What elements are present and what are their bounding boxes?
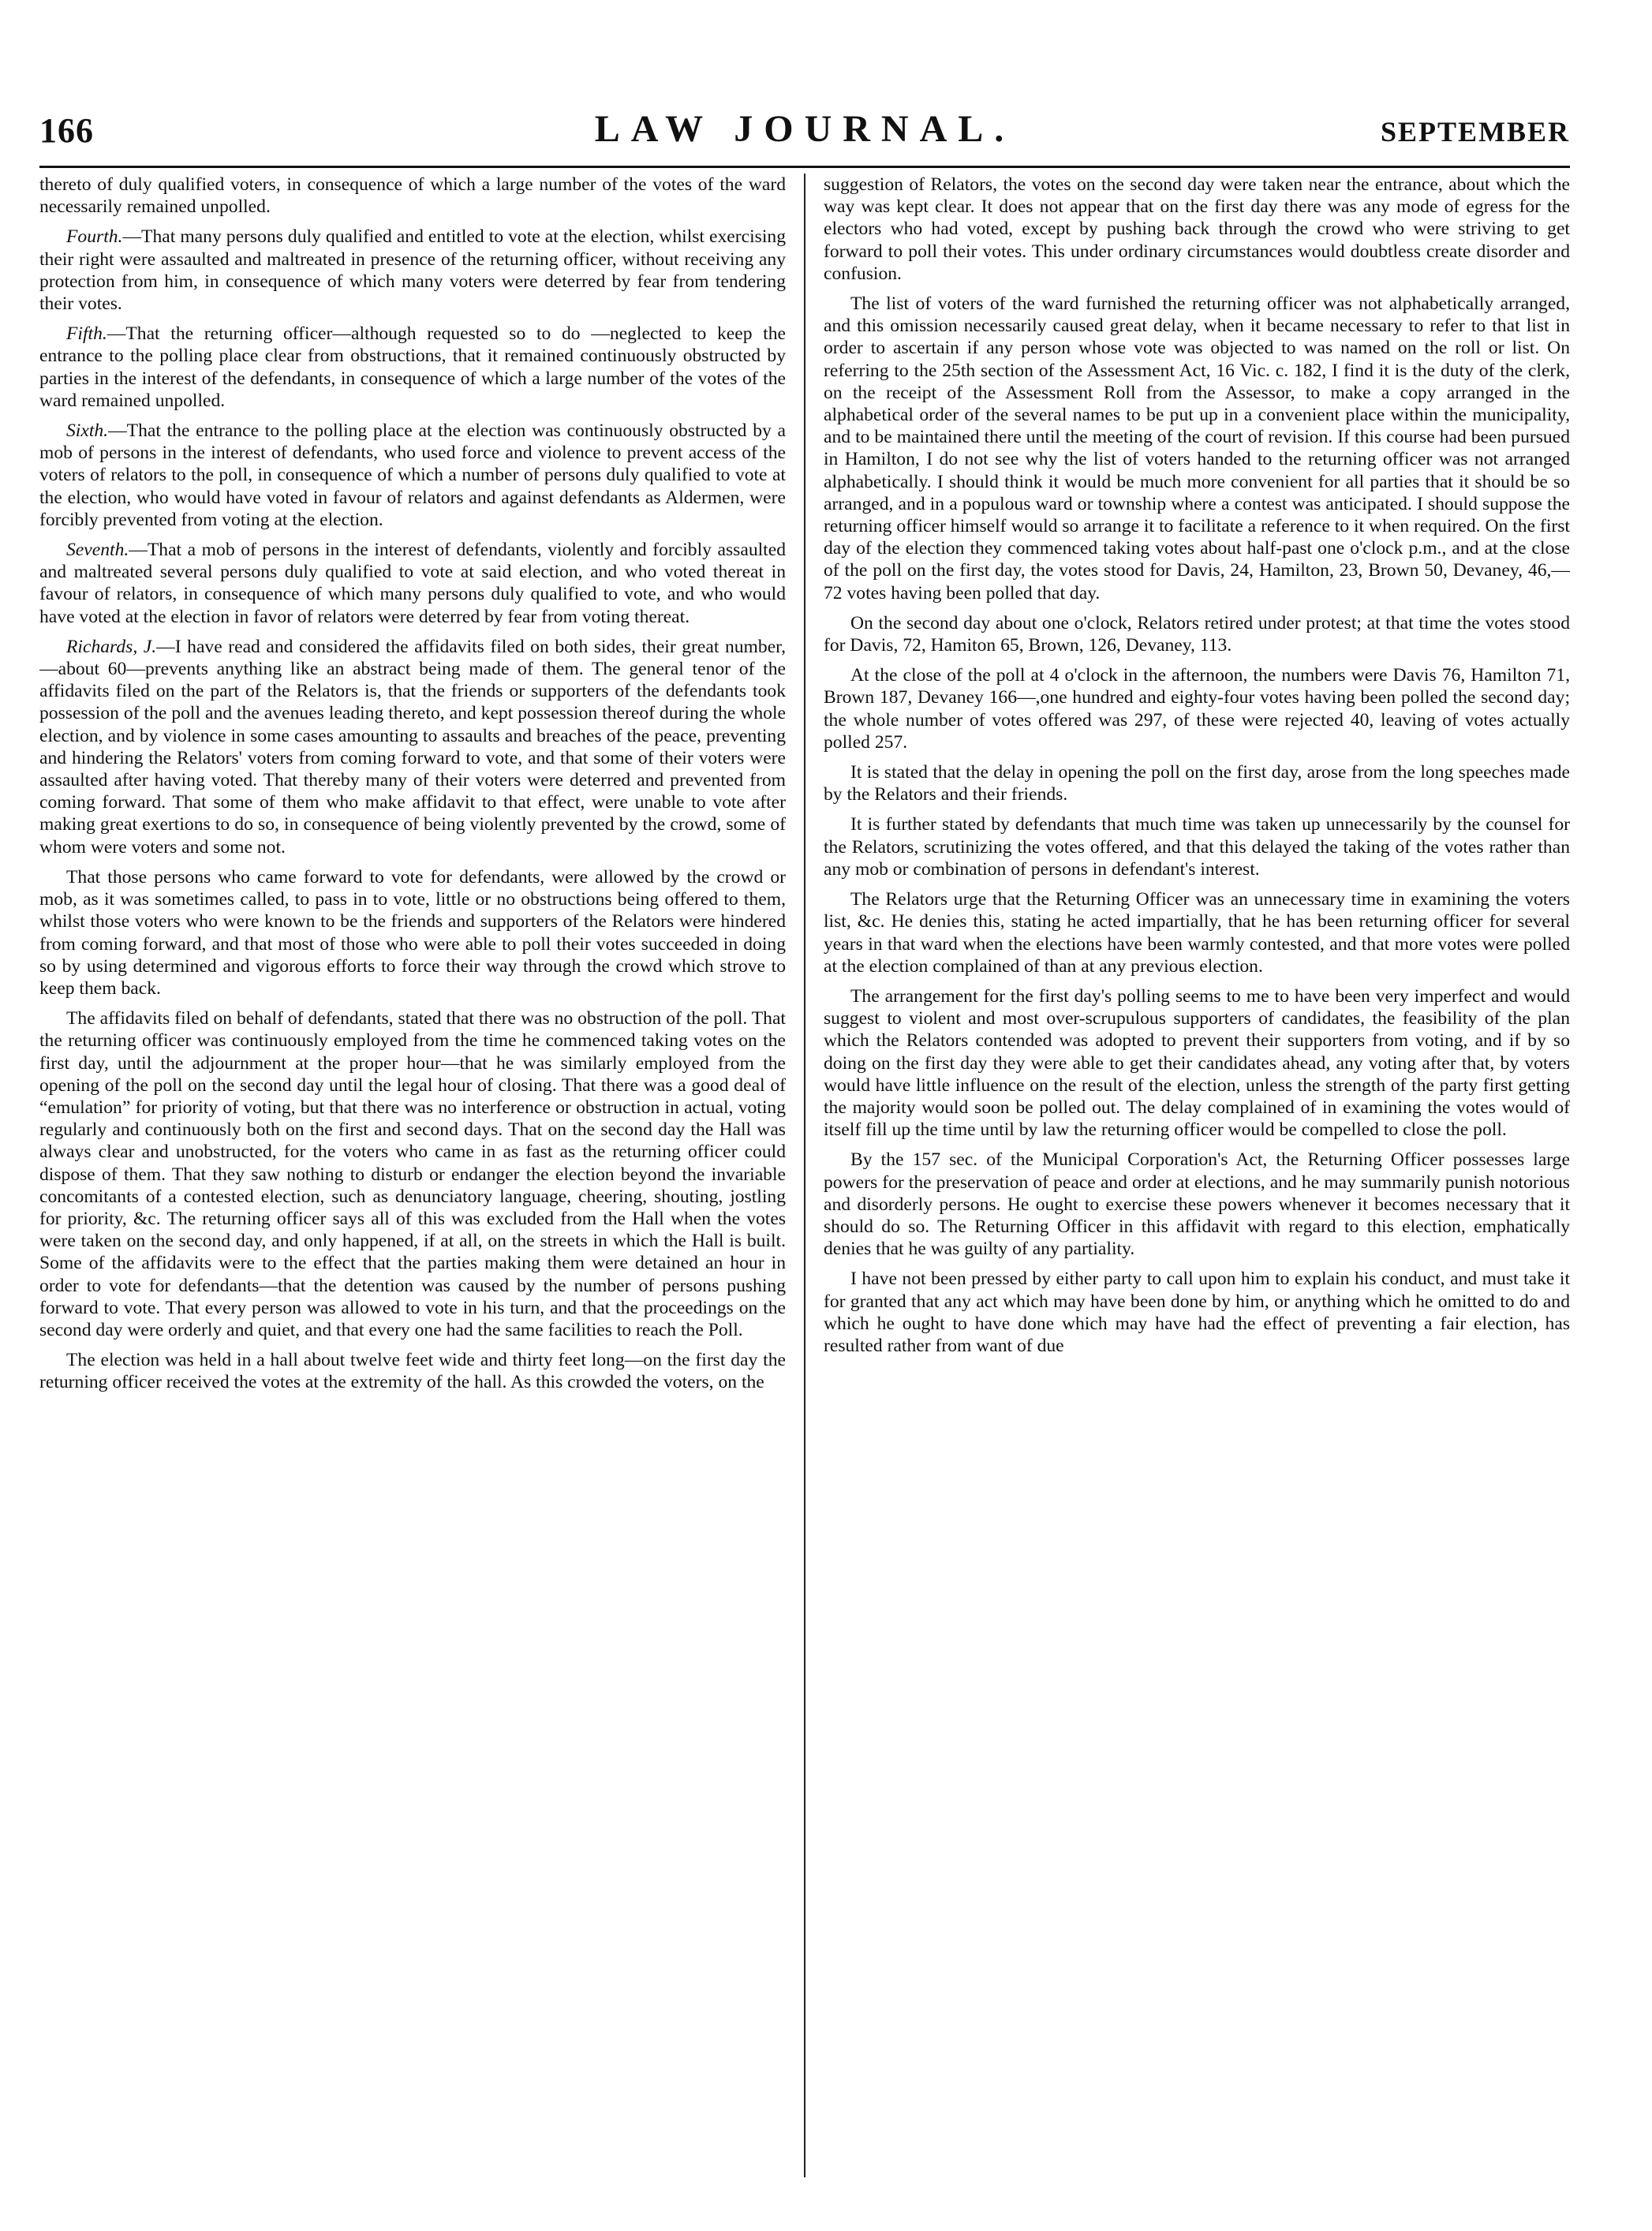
paragraph-lead: Fifth. [66,323,107,345]
paragraph [824,761,1570,805]
paragraph-text: By the 157 sec. of the Municipal Corporation's Act, the Returning Officer possesses large powers for the preservation of peace and order at elections, and he may summarily punish notorious and disorderly persons. He ought to exercise these powers whenever it becomes necessary that it should do so. The Returning Officer in this affidavit with regard to this election, emphatically denies that he was guilty of any partiality. [824,1149,1570,1260]
paragraph-text: —That many persons duly qualified and entitled to vote at the election, whilst exercising their right were assaulted and maltreated in presence of the returning officer, without receiving any protection from him, in consequence of which many voters were deterred by fear from tendering their votes. [39,226,786,315]
paragraph [824,1268,1570,1357]
column-divider [804,174,805,2177]
paragraph-text: —That the returning officer—although requested so to do —neglected to keep the entrance to the polling place clear from obstructions, that it remained continuously obstructed by parties in the interest of the defendants, in consequence of which a large number of the votes of the ward remained unpolled. [39,323,786,411]
running-title: LAW JOURNAL. [594,108,1015,150]
journal-page [39,101,1570,2184]
paragraph-text: The Relators urge that the Returning Officer was an unnecessary time in examining the voters list, &c. He denies this, stating he acted impartially, that he has been returning officer for several years in that ward when the elections have been warmly contested, and that more votes were polled at the election complained of than at any previous election. [824,889,1570,977]
paragraph [824,888,1570,977]
right-column [824,174,1570,2177]
page-number: 166 [39,111,94,150]
paragraph-text: The list of voters of the ward furnished the returning officer was not alphabetically arranged, and this omission necessarily caused great delay, when it became necessary to refer to that list in order to ascertain if any person whose vote was objected to was named on the roll or list. On referring to the 25th section of the Assessment Act, 16 Vic. c. 182, I find it is the duty of the clerk, on the receipt of the Assessment Roll from the Assessor, to make a copy arranged in the alphabetical order of the several names to be put up in a convenient place within the municipality, and to be maintained there until the meeting of the court of revision. If this course had been pursued in Hamilton, I do not see why the list of voters handed to the returning officer was not arranged alphabetically. I should think it would be much more convenient for all parties that it should be so arranged, and in a populous ward or township where a contest was anticipated. I should suppose the returning officer himself would so arrange it to facilitate a reference to it when required. On the first day of the election they commenced taking votes about half-past one o'clock p.m., and at the close of the poll on the first day, the votes stood for Davis, 24, Hamilton, 23, Brown 50, Devaney, 46,—72 votes having been polled that day. [824,293,1570,604]
paragraph [39,539,786,628]
paragraph [39,226,786,315]
paragraph-text: thereto of duly qualified voters, in consequence of which a large number of the votes of the ward necessarily remained unpolled. [39,174,786,218]
paragraph [39,420,786,531]
paragraph [824,293,1570,604]
paragraph-text: It is further stated by defendants that much time was taken up unnecessarily by the counsel for the Relators, scrutinizing the votes offered, and that this delayed the taking of the votes rather than any mob or combination of persons in defendant's interest. [824,814,1570,880]
paragraph-text: —That the entrance to the polling place at the election was continuously obstructed by a mob of persons in the interest of defendants, who used force and violence to prevent access of the voters of relators to the poll, in consequence of which a number of persons duly qualified to vote at the election, who would have voted in favour of relators and against defendants as Aldermen, were forcibly prevented from voting at the election. [39,420,786,530]
paragraph-text: That those persons who came forward to vote for defendants, were allowed by the crowd or mob, as it was sometimes called, to pass in to vote, little or no obstructions being offered to them, whilst those voters who were known to be the friends and supporters of the Relators were hindered from coming forward, and that most of those who were able to poll their votes succeeded in doing so by using determined and vigorous efforts to force their way through the crowd which strove to keep them back. [39,866,786,999]
paragraph [824,612,1570,656]
paragraph [824,1149,1570,1260]
paragraph-text: suggestion of Relators, the votes on the second day were taken near the entrance, about which the way was kept clear. It does not appear that on the first day there was any mode of egress for the electors who had voted, except by pushing back through the crowd who were striving to get forward to poll their votes. This under ordinary circumstances would doubtless create disorder and confusion. [824,174,1570,284]
paragraph-text: I have not been pressed by either party to call upon him to explain his conduct, and must take it for granted that any act which may have been done by him, or anything which he omitted to do and which he ought to have done which may have had the effect of preventing a fair election, has resulted rather from want of due [824,1269,1570,1356]
paragraph-text: —That a mob of persons in the interest of defendants, violently and forcibly assaulted and maltreated several persons duly qualified to vote at said election, and who voted thereat in favour of relators, in consequence of which many persons duly qualified to vote, and who would have voted at the election in favor of relators were deterred by fear from voting thereat. [39,540,786,627]
paragraph-lead: Fourth. [66,226,123,248]
paragraph [39,636,786,858]
paragraph-lead: Richards, J. [66,636,157,657]
paragraph [39,866,786,1000]
paragraph [39,323,786,412]
left-column [39,174,786,2177]
paragraph-text: It is stated that the delay in opening the poll on the first day, arose from the long speeches made by the Relators and their friends. [824,762,1570,805]
header-rule [39,166,1570,168]
paragraph-lead: Seventh. [66,540,129,561]
paragraph [39,1349,786,1393]
running-month: SEPTEMBER [1380,116,1570,148]
paragraph [824,985,1570,1141]
paragraph-text: The arrangement for the first day's polling seems to me to have been very imperfect and would suggest to violent and most over-scrupulous supporters of candidates, the feasibility of the plan which the Relators contended was adopted to prevent their supporters from voting, and if by so doing on the first day they were able to get their candidates ahead, any voting after that, by voters would have little influence on the result of the election, unless the strength of the party first getting the majority would soon be polled out. The delay complained of in examining the votes would of itself fill up the time until by law the returning officer would be compelled to close the poll. [824,985,1570,1141]
text-columns [39,174,1570,2177]
paragraph-text: On the second day about one o'clock, Relators retired under protest; at that time the votes stood for Davis, 72, Hamiton 65, Brown, 126, Devaney, 113. [824,612,1570,656]
paragraph-lead: Sixth. [66,420,109,442]
paragraph-text: The election was held in a hall about twelve feet wide and thirty feet long—on the first day the returning officer received the votes at the extremity of the hall. As this crowded the voters, on the [39,1350,786,1393]
paragraph-text: At the close of the poll at 4 o'clock in the afternoon, the numbers were Davis 76, Hamilton 71, Brown 187, Devaney 166—,one hundred and eighty-four votes having been polled the second day; the whole number of votes offered was 297, of these were rejected 40, leaving of votes actually polled 257. [824,665,1570,753]
paragraph [824,664,1570,753]
paragraph [824,813,1570,880]
paragraph-text: —I have read and considered the affidavits filed on both sides, their great number,—about 60—prevents anything like an abstract being made of them. The general tenor of the affidavits filed on the part of the Relators is, that the friends or supporters of the defendants took possession of the poll and the avenues leading thereto, and kept possession thereof during the whole election, and by violence in some cases amounting to assaults and breaches of the peace, preventing and hindering the Relators' voters from coming forward to vote, and that some of their voters were assaulted after having voted. That thereby many of their voters were deterred and prevented from coming forward. That some of them who make affidavit to that effect, were unable to vote after making great exertions to do so, in consequence of being violently prevented by the crowd, some of whom were voters and some not. [39,636,786,858]
page-header [39,101,1570,156]
paragraph [39,174,786,218]
paragraph [39,1007,786,1341]
paragraph [824,174,1570,285]
paragraph-text: The affidavits filed on behalf of defendants, stated that there was no obstruction of the poll. That the returning officer was continuously employed from the time he commenced taking votes on the first day, until the adjournment at the proper hour—that he was similarly employed from the opening of the poll on the second day until the legal hour of closing. That there was a good deal of “emulation” for priority of voting, but that there was no interference or obstruction in actual, voting regularly and continuously both on the first and second days. That on the second day the Hall was always clear and unobstructed, for the voters who came in as fast as the returning officer could dispose of them. That they saw nothing to disturb or endanger the election beyond the invariable concomitants of a contested election, such as denunciatory language, cheering, shouting, jostling for priority, &c. The returning officer says all of this was excluded from the Hall when the votes were taken on the second day, and only happened, if at all, on the streets in which the Hall is built. Some of the affidavits were to the effect that the parties making them were detained an hour in order to vote for defendants—that the detention was caused by the number of persons pushing forward to vote. That every person was allowed to vote in his turn, and that the proceedings on the second day were orderly and quiet, and that every one had the same facilities to reach the Poll. [39,1008,786,1340]
